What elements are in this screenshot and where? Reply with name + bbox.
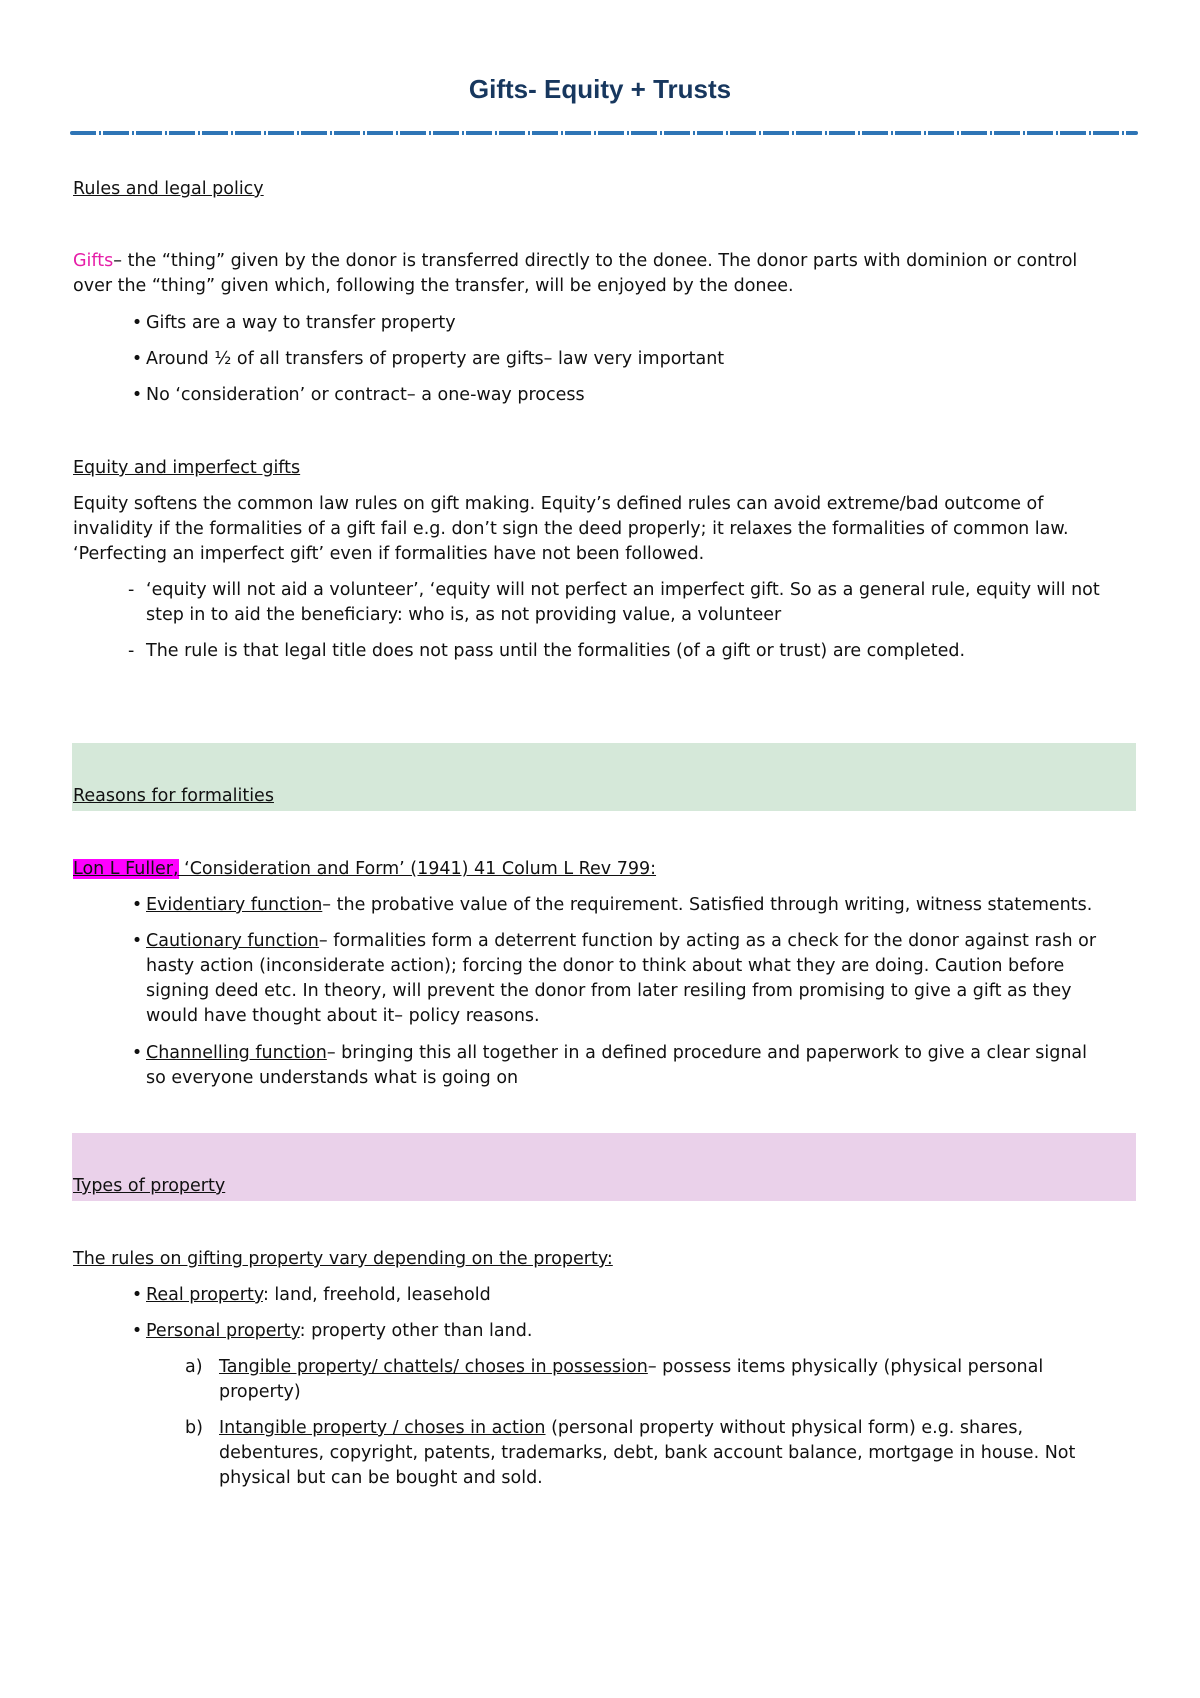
sub-list-item (219, 1415, 1129, 1443)
list-marker-b: b) (185, 1418, 203, 1438)
gifts-definition-line-1 (73, 248, 1133, 276)
bullet-icon: • (131, 1043, 143, 1063)
term-tangible-property: Tangible property/ chattels/ choses in possession (219, 1357, 648, 1377)
term-description: – formalities form a deterrent function by acting as a check for the donor against rash or (318, 931, 1097, 951)
equity-para-line: Equity softens the common law rules on gift making. Equity’s defined rules can avoid extreme/bad outcome of (73, 494, 1044, 514)
term-personal-property: Personal property (146, 1321, 300, 1341)
gifts-term: Gifts (73, 251, 114, 271)
sub-list-item-continuation: debentures, copyright, patents, trademarks, debt, bank account balance, mortgage in house. Not (219, 1443, 1076, 1463)
list-item (146, 1318, 1136, 1346)
bullet-icon: • (131, 349, 143, 369)
page-title: Gifts- Equity + Trusts (468, 74, 732, 104)
term-description: – possess items physically (physical personal (647, 1357, 1044, 1377)
bullet-icon: • (131, 1321, 143, 1341)
term-description: : land, freehold, leasehold (262, 1285, 491, 1305)
term-real-property: Real property (146, 1285, 263, 1305)
equity-para-line: ‘Perfecting an imperfect gift’ even if formalities have not been followed. (73, 544, 705, 564)
section-heading-types: Types of property (73, 1176, 226, 1196)
sub-list-item (219, 1354, 1129, 1382)
equity-para-line: invalidity if the formalities of a gift fail e.g. don’t sign the deed properly; it relaxes the formalities of common law. (73, 519, 1069, 539)
title-divider (70, 131, 1138, 135)
list-item (146, 928, 1136, 956)
term-intangible-property: Intangible property / choses in action (219, 1418, 546, 1438)
term-evidentiary: Evidentiary function (146, 895, 323, 915)
list-item: Around ½ of all transfers of property are gifts– law very important (146, 349, 725, 369)
term-description: : property other than land. (299, 1321, 533, 1341)
gifts-definition-line-2: over the “thing” given which, following the transfer, will be enjoyed by the donee. (73, 276, 794, 296)
term-cautionary: Cautionary function (146, 931, 319, 951)
list-item-continuation: hasty action (inconsiderate action); forcing the donor to think about what they are doing. Caution before (146, 956, 1065, 976)
list-item (146, 892, 1136, 920)
section-heading-equity: Equity and imperfect gifts (73, 458, 301, 478)
citation (73, 856, 1133, 884)
gifts-definition-text-1: – the “thing” given by the donor is transferred directly to the donee. The donor parts with dominion or control (113, 251, 1078, 271)
term-channelling: Channelling function (146, 1043, 327, 1063)
citation-author: Lon L Fuller, (73, 859, 179, 879)
bullet-icon: • (131, 1285, 143, 1305)
list-item-continuation: would have thought about it– policy reasons. (146, 1006, 540, 1026)
list-item: No ‘consideration’ or contract– a one-way process (146, 385, 585, 405)
list-marker-a: a) (185, 1357, 203, 1377)
sub-list-item-continuation: physical but can be bought and sold. (219, 1468, 543, 1488)
section-heading-reasons: Reasons for formalities (73, 786, 274, 806)
list-item-continuation: so everyone understands what is going on (146, 1068, 519, 1088)
types-intro: The rules on gifting property vary depending on the property: (73, 1249, 613, 1269)
section-heading-rules: Rules and legal policy (73, 179, 264, 199)
list-item (146, 1282, 1136, 1310)
dash-icon: - (128, 580, 135, 600)
bullet-icon: • (131, 931, 143, 951)
dash-icon: - (128, 641, 135, 661)
list-item: Gifts are a way to transfer property (146, 313, 456, 333)
list-item: The rule is that legal title does not pass until the formalities (of a gift or trust) are completed. (146, 641, 966, 661)
term-description: – the probative value of the requirement. Satisfied through writing, witness statements. (322, 895, 1093, 915)
term-description: – bringing this all together in a defined procedure and paperwork to give a clear signal (326, 1043, 1088, 1063)
list-item-continuation: signing deed etc. In theory, will prevent the donor from later resiling from promising to give a gift as they (146, 981, 1072, 1001)
bullet-icon: • (131, 895, 143, 915)
list-item: ‘equity will not aid a volunteer’, ‘equity will not perfect an imperfect gift. So as a general rule, equity will not (146, 580, 1100, 600)
list-item-continuation: step in to aid the beneficiary: who is, as not providing value, a volunteer (146, 605, 782, 625)
citation-title: ‘Consideration and Form’ (1941) 41 Colum L Rev 799: (178, 859, 657, 879)
list-item (146, 1040, 1136, 1068)
term-description: (personal property without physical form) e.g. shares, (545, 1418, 1024, 1438)
sub-list-item-continuation: property) (219, 1382, 301, 1402)
bullet-icon: • (131, 385, 143, 405)
bullet-icon: • (131, 313, 143, 333)
